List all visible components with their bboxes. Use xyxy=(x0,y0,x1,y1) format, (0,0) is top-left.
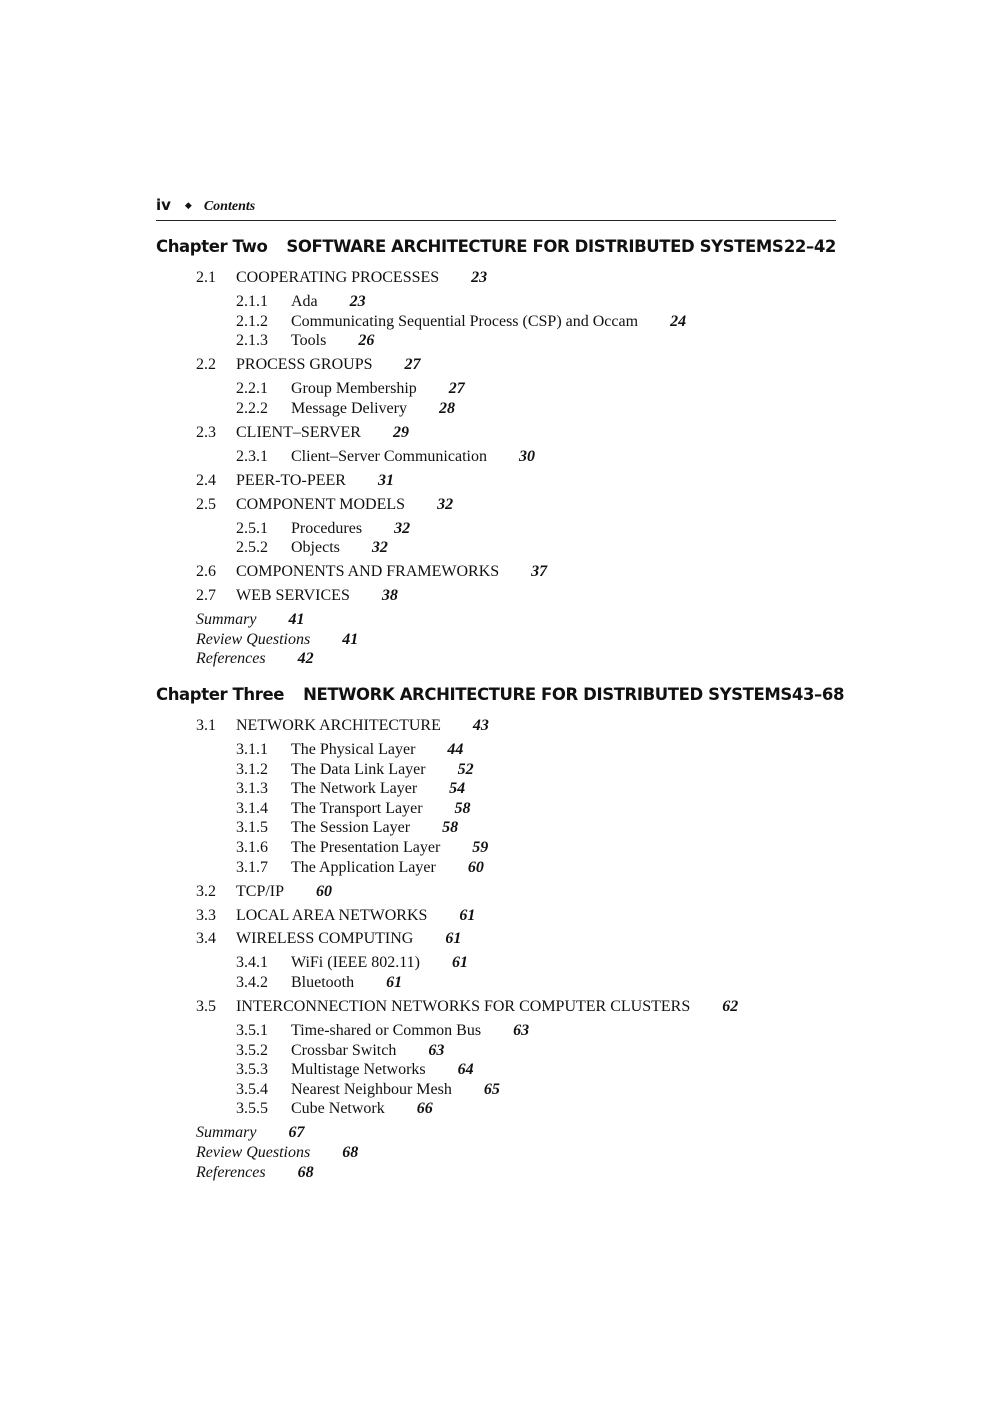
section-page: 43 xyxy=(472,716,489,734)
section-title: INTERCONNECTION NETWORKS FOR COMPUTER CLUSTERS xyxy=(236,998,691,1016)
subsection-page: 54 xyxy=(449,780,466,798)
subsection-entry[interactable] xyxy=(236,779,836,799)
section-entry[interactable] xyxy=(196,471,836,491)
subsection-entry[interactable] xyxy=(236,1099,836,1119)
end-matter-title: Review Questions xyxy=(196,630,311,648)
subsection-title: Objects xyxy=(291,539,340,557)
subsection-entry[interactable] xyxy=(236,760,836,780)
section-page: 31 xyxy=(377,471,394,489)
subsection-page: 26 xyxy=(358,332,375,350)
subsection-title: Multistage Networks xyxy=(291,1061,426,1079)
section-title: TCP/IP xyxy=(236,882,285,900)
end-matter-page: 42 xyxy=(297,650,314,668)
section-entry[interactable] xyxy=(196,906,836,926)
subsection-page: 58 xyxy=(454,799,471,817)
subsection-entry[interactable] xyxy=(236,519,836,539)
section-title: PROCESS GROUPS xyxy=(236,356,373,374)
subsection-page: 44 xyxy=(447,740,464,758)
chapter-heading xyxy=(156,237,836,263)
subsection-title: Communicating Sequential Process (CSP) and Occam xyxy=(291,312,639,330)
section-number: 2.5 xyxy=(196,495,216,513)
section-title: COMPONENT MODELS xyxy=(236,495,406,513)
end-matter-page: 68 xyxy=(297,1163,314,1181)
subsection-number: 3.5.5 xyxy=(236,1100,268,1118)
section-entry[interactable] xyxy=(196,423,836,443)
subsection-title: The Session Layer xyxy=(291,819,411,837)
chapter-title: SOFTWARE ARCHITECTURE FOR DISTRIBUTED SYSTEMS xyxy=(286,237,784,256)
end-matter-title: Summary xyxy=(196,1124,257,1142)
section-title: PEER-TO-PEER xyxy=(236,471,346,489)
subsection-title: Crossbar Switch xyxy=(291,1041,397,1059)
section-entry[interactable] xyxy=(196,997,836,1017)
end-matter-page: 41 xyxy=(342,630,359,648)
section-title: WEB SERVICES xyxy=(236,587,350,605)
subsection-number: 2.2.2 xyxy=(236,399,268,417)
section-number: 3.3 xyxy=(196,906,216,924)
subsection-page: 60 xyxy=(467,858,484,876)
subsection-page: 61 xyxy=(386,974,403,992)
section-title: WIRELESS COMPUTING xyxy=(236,930,414,948)
subsection-page: 24 xyxy=(670,312,687,330)
end-matter-title: References xyxy=(196,1163,266,1181)
subsection-page: 65 xyxy=(483,1080,500,1098)
end-matter-entry[interactable] xyxy=(196,610,836,630)
end-matter-page: 41 xyxy=(288,611,305,629)
subsection-title: Client–Server Communication xyxy=(291,447,487,465)
subsection-entry[interactable] xyxy=(236,292,836,312)
subsection-number: 3.4.1 xyxy=(236,954,268,972)
section-number: 2.2 xyxy=(196,356,216,374)
subsection-title: The Presentation Layer xyxy=(291,838,441,856)
section-entry[interactable] xyxy=(196,355,836,375)
end-matter-title: Review Questions xyxy=(196,1143,311,1161)
subsection-entry[interactable] xyxy=(236,858,836,878)
subsection-entry[interactable] xyxy=(236,447,836,467)
table-of-contents xyxy=(156,237,845,1182)
end-matter-page: 67 xyxy=(288,1124,305,1142)
chapter-page-range: 43–68 xyxy=(791,684,845,704)
end-matter-entry[interactable] xyxy=(196,649,836,669)
subsection-title: WiFi (IEEE 802.11) xyxy=(291,954,420,972)
subsection-number: 3.1.7 xyxy=(236,858,268,876)
subsection-title: Time-shared or Common Bus xyxy=(291,1022,482,1040)
subsection-number: 3.1.2 xyxy=(236,760,268,778)
subsection-entry[interactable] xyxy=(236,331,836,351)
subsection-page: 52 xyxy=(457,760,474,778)
section-number: 2.7 xyxy=(196,587,216,605)
subsection-entry[interactable] xyxy=(236,799,836,819)
end-matter-entry[interactable] xyxy=(196,1143,836,1163)
subsection-title: Bluetooth xyxy=(291,974,355,992)
section-page: 61 xyxy=(459,906,476,924)
subsection-title: Ada xyxy=(291,292,318,310)
subsection-number: 3.1.1 xyxy=(236,740,268,758)
subsection-number: 2.2.1 xyxy=(236,380,268,398)
subsection-entry[interactable] xyxy=(236,399,836,419)
chapter-title: NETWORK ARCHITECTURE FOR DISTRIBUTED SYSTEMS xyxy=(303,684,792,704)
end-matter-entry[interactable] xyxy=(196,1123,836,1143)
subsection-title: Message Delivery xyxy=(291,399,407,417)
subsection-entry[interactable] xyxy=(236,1041,836,1061)
section-page: 61 xyxy=(445,930,462,948)
section-page: 38 xyxy=(381,587,398,605)
section-page: 27 xyxy=(404,356,421,374)
subsection-entry[interactable] xyxy=(236,1060,836,1080)
section-page: 62 xyxy=(722,998,739,1016)
end-matter xyxy=(196,610,836,669)
subsection-title: The Network Layer xyxy=(291,780,418,798)
subsection-entry[interactable] xyxy=(236,1080,836,1100)
section-page: 23 xyxy=(471,269,488,286)
subsection-page: 32 xyxy=(394,519,411,537)
section-entry[interactable] xyxy=(196,562,836,582)
page-folio: iv xyxy=(156,196,171,214)
end-matter-title: References xyxy=(196,650,266,668)
section-entry[interactable] xyxy=(196,882,836,902)
subsection-number: 3.4.2 xyxy=(236,974,268,992)
section-number: 2.6 xyxy=(196,563,216,581)
subsection-entry[interactable] xyxy=(236,838,836,858)
section-number: 3.4 xyxy=(196,930,216,948)
subsection-title: Cube Network xyxy=(291,1100,385,1118)
subsection-page: 66 xyxy=(416,1100,433,1118)
section-number: 3.1 xyxy=(196,716,216,734)
section-page: 32 xyxy=(437,495,454,513)
subsection-page: 61 xyxy=(451,954,468,972)
subsection-title: Tools xyxy=(291,332,327,350)
subsection-number: 2.3.1 xyxy=(236,447,268,465)
section-title: COOPERATING PROCESSES xyxy=(236,269,440,286)
subsection-entry[interactable] xyxy=(236,538,836,558)
running-header xyxy=(156,196,836,221)
subsection-entry[interactable] xyxy=(236,379,836,399)
subsection-number: 3.1.6 xyxy=(236,838,268,856)
subsection-entry[interactable] xyxy=(236,312,836,332)
subsection-entry[interactable] xyxy=(236,818,836,838)
end-matter-title: Summary xyxy=(196,611,257,629)
chapter-heading xyxy=(156,684,845,711)
section-number: 2.3 xyxy=(196,423,216,441)
subsection-number: 2.1.2 xyxy=(236,312,268,330)
subsection-page: 30 xyxy=(518,447,535,465)
section-number: 2.1 xyxy=(196,269,216,286)
subsection-page: 27 xyxy=(448,380,465,398)
chapter-entries xyxy=(156,716,836,1182)
section-page: 60 xyxy=(316,882,333,900)
subsection-page: 28 xyxy=(438,399,455,417)
subsection-page: 64 xyxy=(457,1061,474,1079)
subsection-number: 3.1.5 xyxy=(236,819,268,837)
subsection-page: 63 xyxy=(513,1022,530,1040)
subsection-number: 3.5.2 xyxy=(236,1041,268,1059)
subsection-title: Group Membership xyxy=(291,380,417,398)
subsection-number: 2.1.3 xyxy=(236,332,268,350)
subsection-title: Procedures xyxy=(291,519,363,537)
subsection-title: The Application Layer xyxy=(291,858,436,876)
chapter-label: Chapter Two xyxy=(156,237,268,256)
end-matter xyxy=(196,1123,836,1182)
subsection-number: 3.5.4 xyxy=(236,1080,268,1098)
section-entry[interactable] xyxy=(196,716,836,736)
section-entry[interactable] xyxy=(196,268,836,288)
subsection-entry[interactable] xyxy=(236,740,836,760)
diamond-icon: ◆ xyxy=(184,200,192,210)
subsection-page: 32 xyxy=(371,539,388,557)
section-title: COMPONENTS AND FRAMEWORKS xyxy=(236,563,500,581)
subsection-page: 58 xyxy=(442,819,459,837)
chapter-label: Chapter Three xyxy=(156,684,285,704)
end-matter-entry[interactable] xyxy=(196,1163,836,1183)
subsection-number: 2.5.2 xyxy=(236,539,268,557)
subsection-entry[interactable] xyxy=(236,973,836,993)
chapter-page-range: 22–42 xyxy=(783,237,836,256)
section-title: CLIENT–SERVER xyxy=(236,423,361,441)
subsection-number: 2.1.1 xyxy=(236,292,268,310)
subsection-number: 3.1.3 xyxy=(236,780,268,798)
subsection-title: The Physical Layer xyxy=(291,740,416,758)
subsection-entry[interactable] xyxy=(236,953,836,973)
section-title: LOCAL AREA NETWORKS xyxy=(236,906,428,924)
subsection-number: 3.5.1 xyxy=(236,1022,268,1040)
section-entry[interactable] xyxy=(196,929,836,949)
end-matter-entry[interactable] xyxy=(196,630,836,650)
section-number: 3.5 xyxy=(196,998,216,1016)
contents-page xyxy=(156,196,845,1182)
subsection-title: The Transport Layer xyxy=(291,799,423,817)
subsection-number: 2.5.1 xyxy=(236,519,268,537)
end-matter-page: 68 xyxy=(342,1143,359,1161)
subsection-number: 3.1.4 xyxy=(236,799,268,817)
section-title: NETWORK ARCHITECTURE xyxy=(236,716,441,734)
section-number: 2.4 xyxy=(196,471,216,489)
section-entry[interactable] xyxy=(196,495,836,515)
subsection-page: 63 xyxy=(428,1041,445,1059)
section-entry[interactable] xyxy=(196,586,836,606)
subsection-title: Nearest Neighbour Mesh xyxy=(291,1080,452,1098)
section-page: 29 xyxy=(392,423,409,441)
subsection-entry[interactable] xyxy=(236,1021,836,1041)
chapter-entries xyxy=(156,268,836,669)
subsection-page: 23 xyxy=(349,292,366,310)
section-number: 3.2 xyxy=(196,882,216,900)
subsection-title: The Data Link Layer xyxy=(291,760,426,778)
section-page: 37 xyxy=(531,563,548,581)
subsection-page: 59 xyxy=(472,838,489,856)
running-header-title: Contents xyxy=(203,199,256,214)
subsection-number: 3.5.3 xyxy=(236,1061,268,1079)
